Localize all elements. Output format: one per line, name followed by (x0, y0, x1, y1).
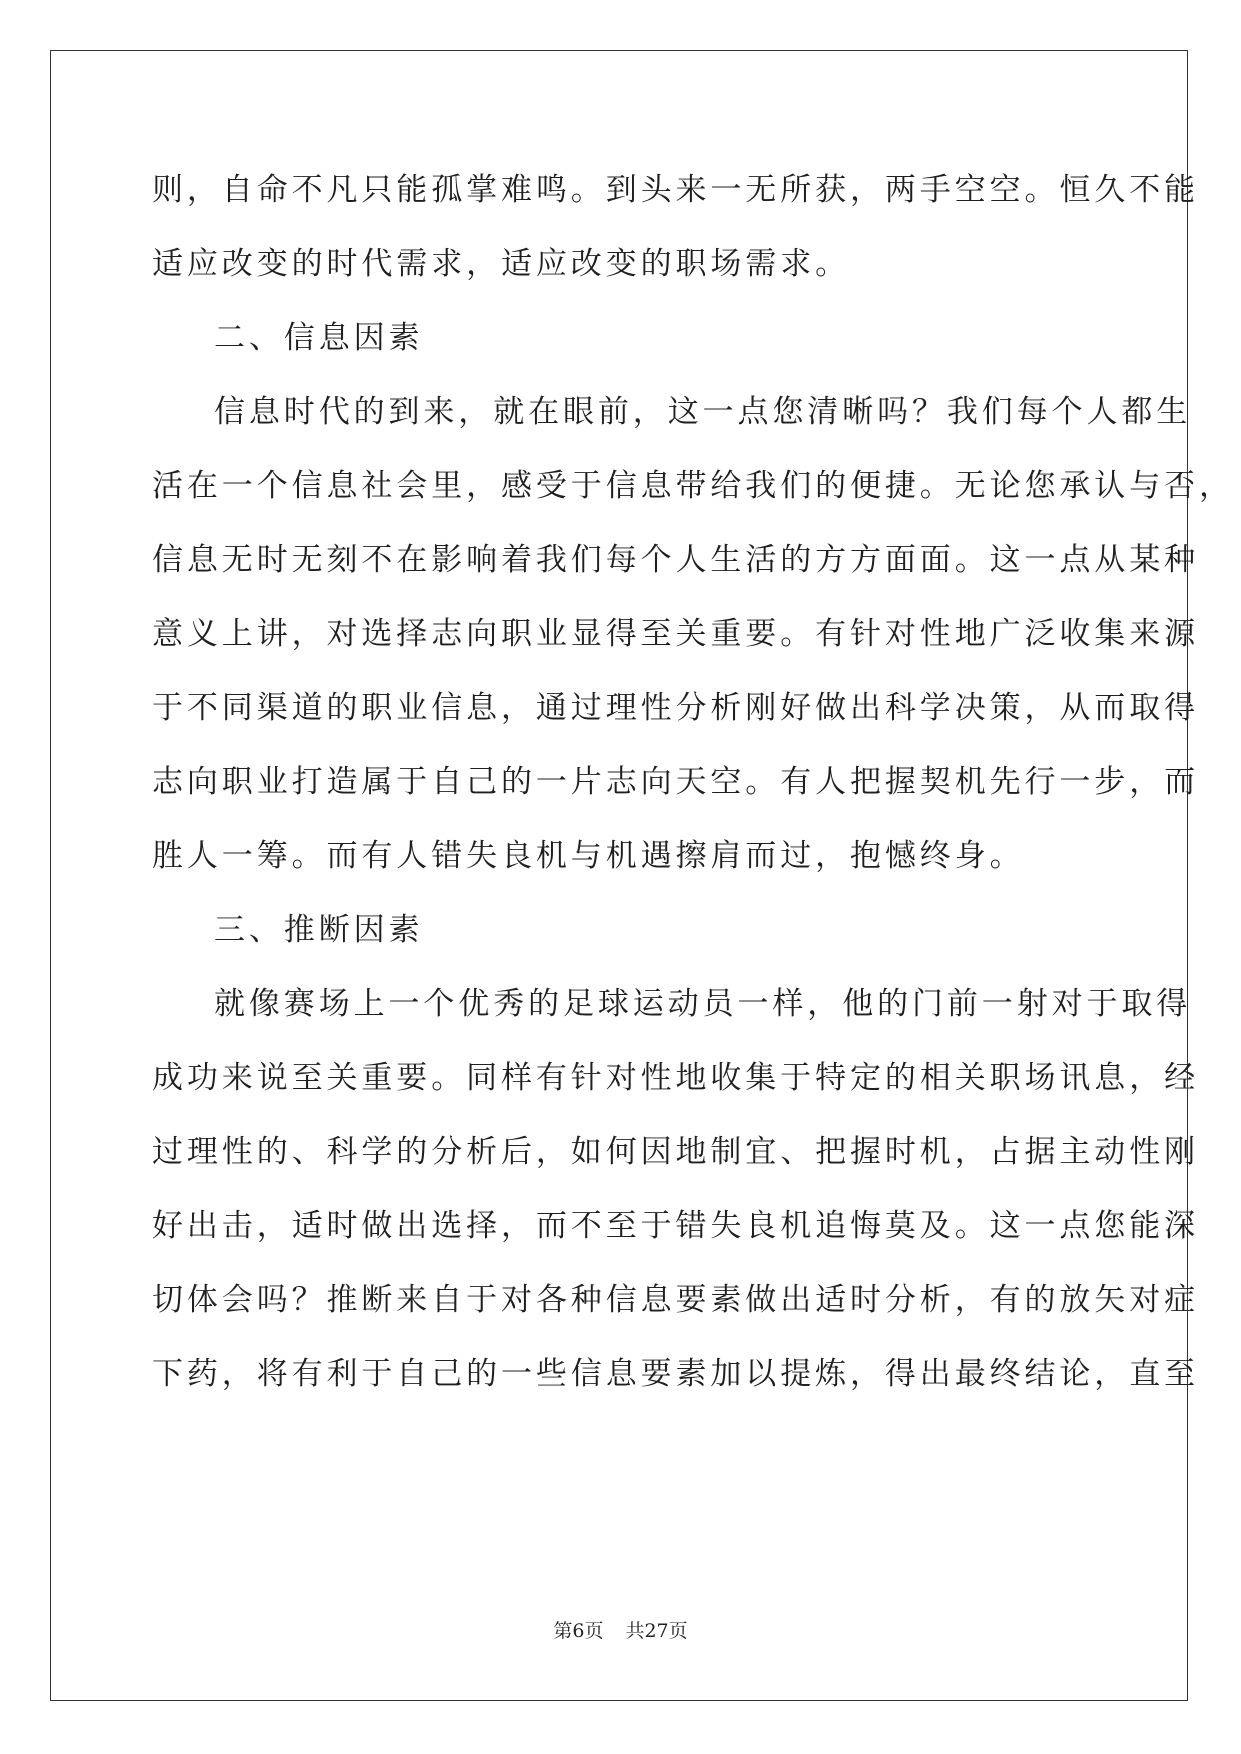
body-line: 活在一个信息社会里，感受于信息带给我们的便捷。无论您承认与否， (152, 468, 1234, 504)
body-line: 意义上讲，对选择志向职业显得至关重要。有针对性地广泛收集来源 (152, 616, 1199, 652)
body-line: 于不同渠道的职业信息，通过理性分析刚好做出科学决策，从而取得 (152, 690, 1199, 726)
section-heading: 三、推断因素 (214, 912, 424, 948)
page-total: 共27页 (625, 1620, 688, 1642)
body-line: 好出击，适时做出选择，而不至于错失良机追悔莫及。这一点您能深 (152, 1208, 1199, 1244)
body-line: 过理性的、科学的分析后，如何因地制宜、把握时机，占据主动性刚 (152, 1134, 1199, 1170)
body-line: 下药，将有利于自己的一些信息要素加以提炼，得出最终结论，直至 (152, 1356, 1199, 1392)
body-line: 信息时代的到来，就在眼前，这一点您清晰吗？我们每个人都生 (214, 394, 1192, 430)
body-line: 就像赛场上一个优秀的足球运动员一样，他的门前一射对于取得 (214, 986, 1192, 1022)
body-line: 信息无时无刻不在影响着我们每个人生活的方方面面。这一点从某种 (152, 542, 1199, 578)
page-number: 第6页 (553, 1620, 604, 1642)
body-line: 则，自命不凡只能孤掌难鸣。到头来一无所获，两手空空。恒久不能 (152, 172, 1199, 208)
body-line: 切体会吗？推断来自于对各种信息要素做出适时分析，有的放矢对症 (152, 1282, 1199, 1318)
body-line: 志向职业打造属于自己的一片志向天空。有人把握契机先行一步，而 (152, 764, 1199, 800)
body-line: 适应改变的时代需求，适应改变的职场需求。 (152, 246, 850, 282)
body-line: 成功来说至关重要。同样有针对性地收集于特定的相关职场讯息，经 (152, 1060, 1199, 1096)
body-line: 胜人一筹。而有人错失良机与机遇擦肩而过，抱憾终身。 (152, 838, 1025, 874)
section-heading: 二、信息因素 (214, 320, 424, 356)
page-footer (0, 1616, 1241, 1643)
